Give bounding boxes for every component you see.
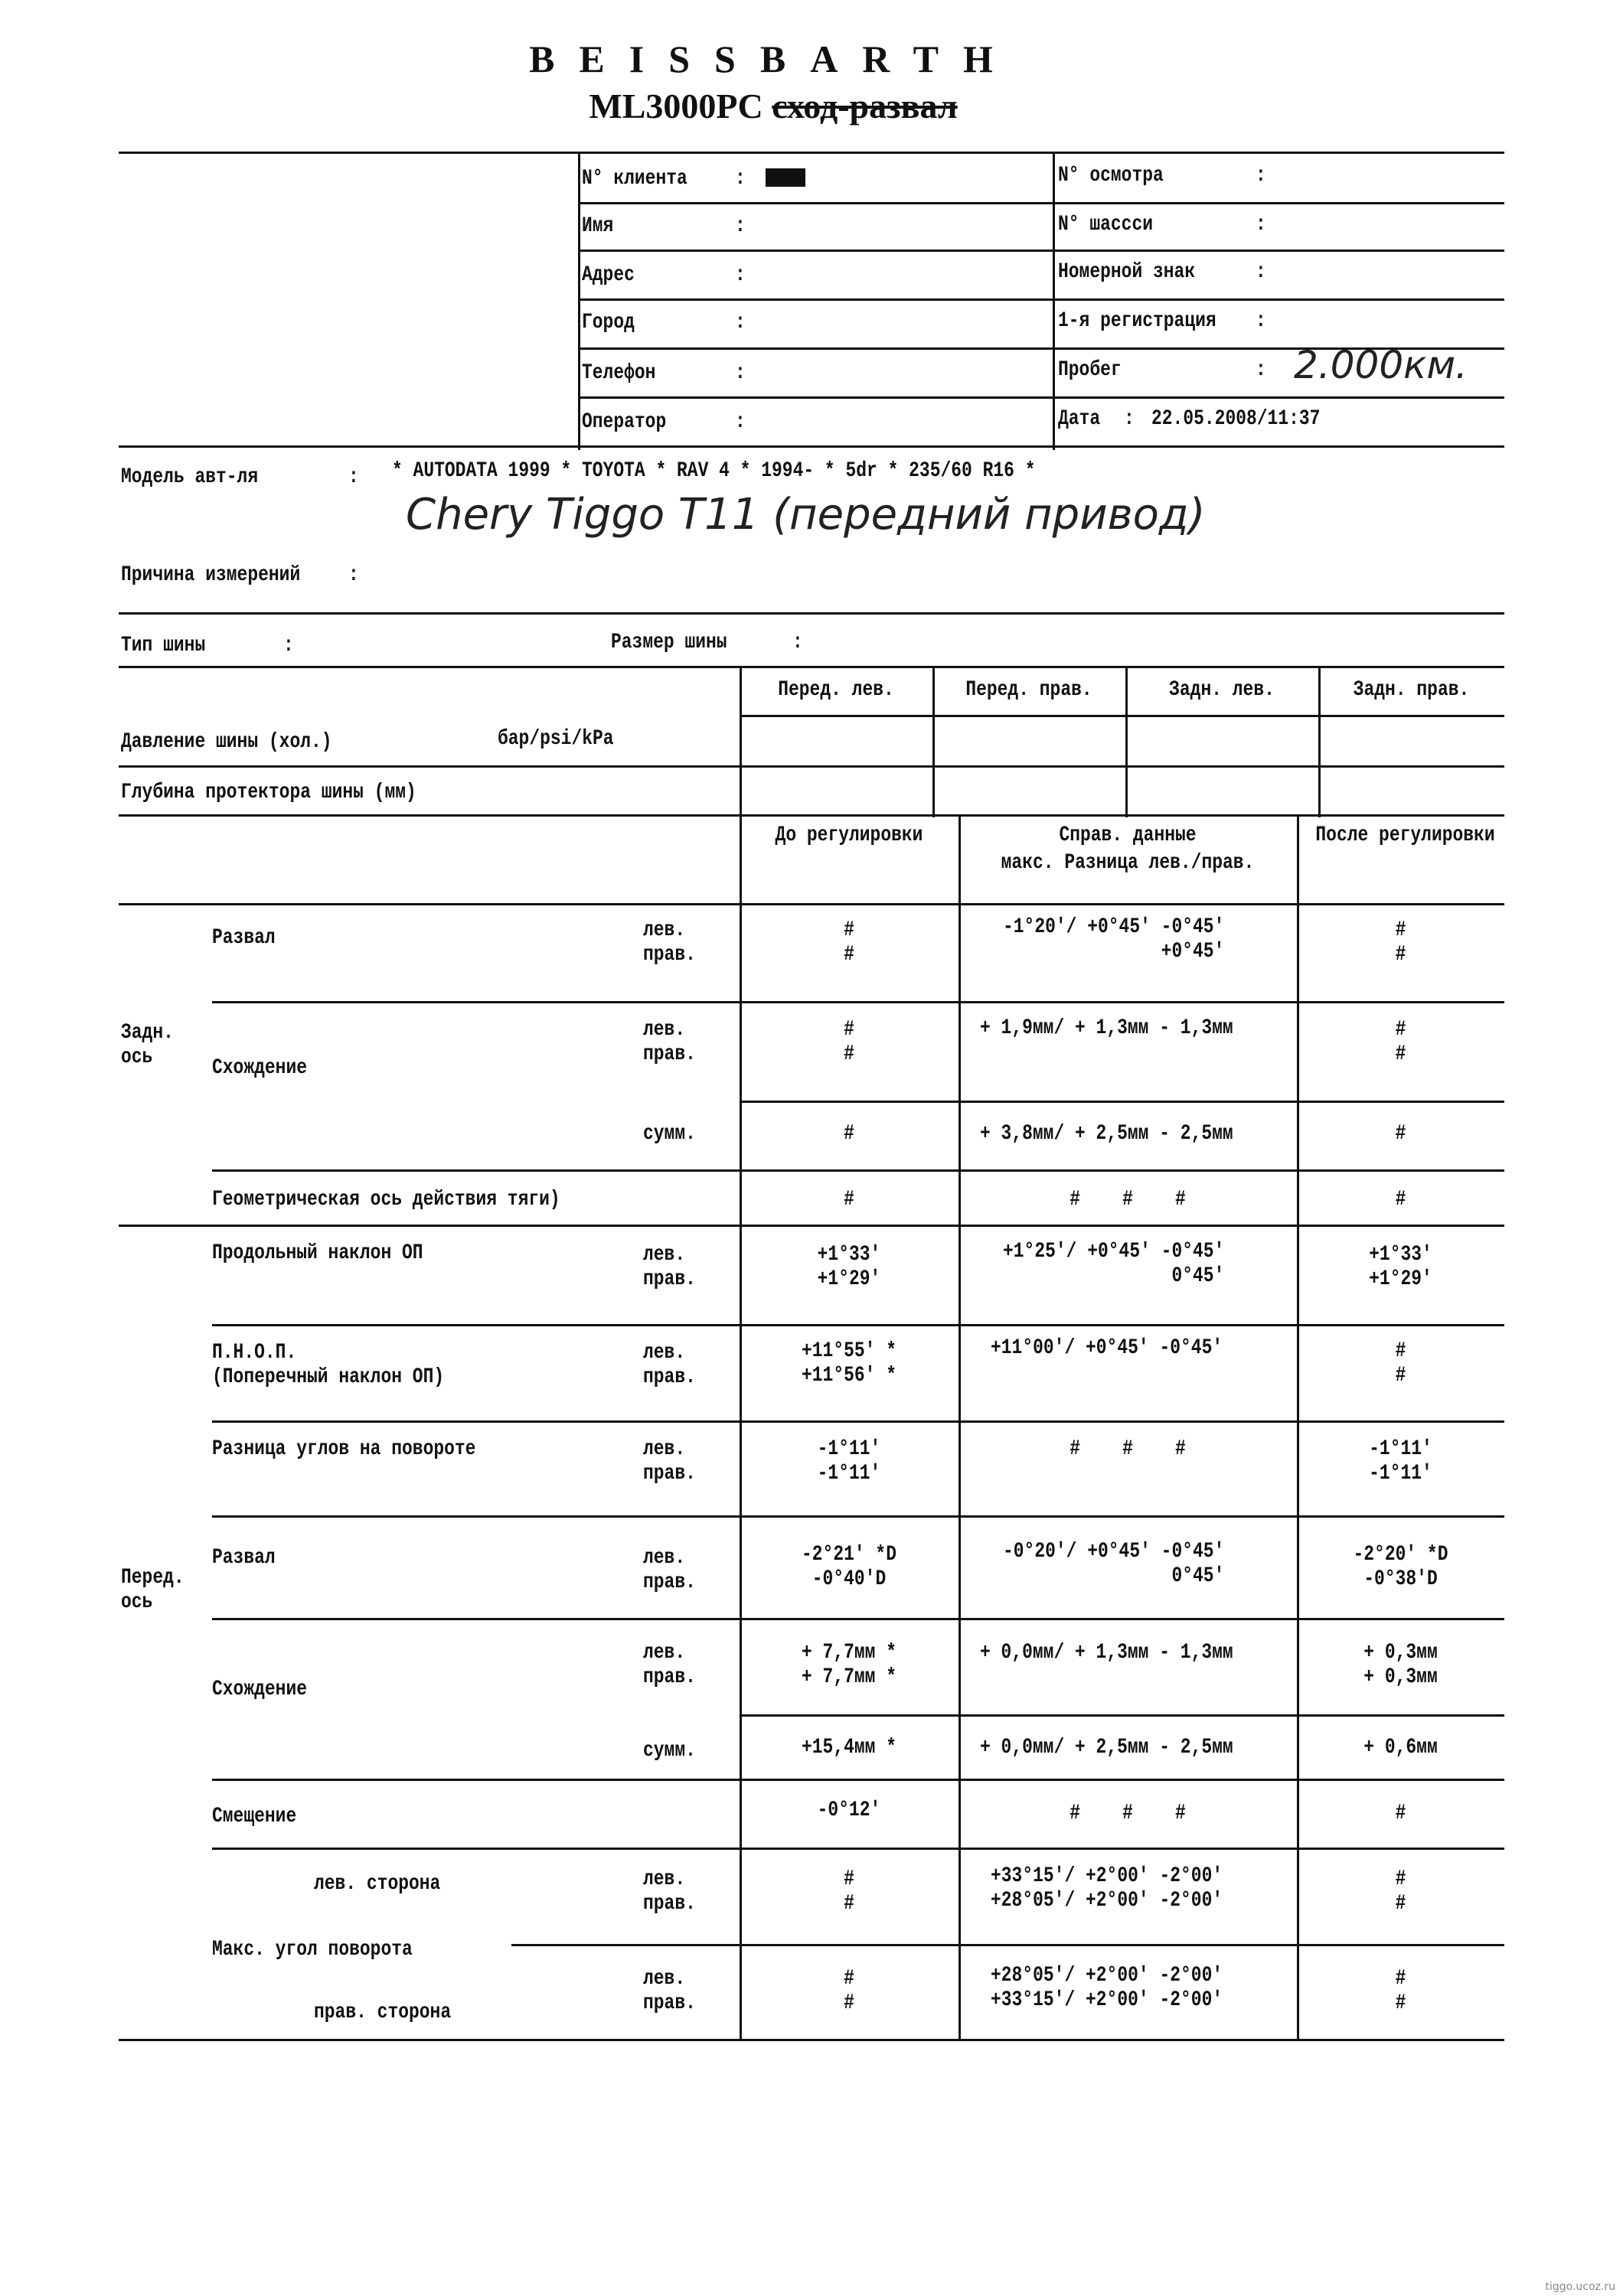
- row-before: +1°33' +1°29': [817, 1243, 881, 1291]
- table-col-line: [1297, 814, 1299, 2039]
- tire-pressure-units: бар/psi/kPa: [498, 727, 614, 751]
- colon: :: [735, 410, 746, 434]
- row-spec: + 3,8мм/ + 2,5мм - 2,5мм: [980, 1122, 1233, 1146]
- row-spec: # # #: [1069, 1802, 1186, 1825]
- row-kpi-name: П.Н.О.П. (Поперечный наклон ОП): [212, 1341, 445, 1389]
- redacted-client-number: [766, 168, 805, 187]
- row-line: [212, 1324, 1504, 1326]
- row-spec: +28°05'/ +2°00' -2°00' +33°15'/ +2°00' -2°00': [991, 1964, 1223, 2012]
- phone-label: Телефон: [582, 361, 656, 385]
- brand-title: BEISSBARTH: [529, 38, 1017, 80]
- top-rule: [119, 152, 1504, 154]
- row-line: [212, 1001, 1504, 1003]
- row-toe-out-on-turns-name: Разница углов на повороте: [212, 1437, 476, 1461]
- city-label: Город: [582, 311, 635, 334]
- row-before: # #: [844, 1018, 854, 1066]
- row-spec: +11°00'/ +0°45' -0°45': [991, 1336, 1223, 1360]
- vehicle-model-value: * AUTODATA 1999 * TOYOTA * RAV 4 * 1994- * 5dr * 235/60 R16 *: [392, 459, 1036, 483]
- row-spec: + 0,0мм/ + 2,5мм - 2,5мм: [980, 1736, 1233, 1760]
- client-row-line: [578, 202, 1504, 204]
- tire-grid-line: [1318, 666, 1321, 817]
- row-sides: лев. прав.: [643, 1867, 696, 1916]
- row-sides: лев. прав.: [643, 1018, 696, 1066]
- colon: :: [1256, 260, 1266, 284]
- inspection-number-label: N° осмотра: [1058, 164, 1164, 188]
- date-value: 22.05.2008/11:37: [1151, 407, 1321, 431]
- client-bottom-rule: [119, 445, 1504, 448]
- tire-grid-line: [740, 666, 742, 817]
- row-spec: +1°25'/ +0°45' -0°45' 0°45': [1003, 1240, 1225, 1288]
- row-after: # #: [1395, 1018, 1406, 1066]
- row-line: [212, 1169, 1504, 1172]
- vehicle-model-label: Модель авт-ля: [121, 465, 259, 489]
- row-after: +1°33' +1°29': [1369, 1243, 1432, 1291]
- client-left-border: [578, 152, 580, 450]
- colon: :: [792, 631, 803, 654]
- colon: :: [735, 167, 746, 191]
- model-title: сход-развал: [772, 86, 958, 126]
- row-line: [212, 1420, 1504, 1423]
- row-setback-name: Смещение: [212, 1805, 297, 1828]
- colon: :: [348, 465, 359, 489]
- client-row-line: [578, 298, 1504, 301]
- row-before: -1°11' -1°11': [817, 1437, 881, 1486]
- colon: :: [735, 214, 746, 238]
- row-after: -2°20' *D -0°38'D: [1353, 1543, 1448, 1591]
- row-sides: лев. прав.: [643, 1546, 696, 1594]
- table-bottom-rule: [119, 2039, 1504, 2041]
- row-before: -2°21' *D -0°40'D: [801, 1543, 896, 1591]
- client-number-label: N° клиента: [582, 167, 687, 191]
- row-line: [740, 1714, 1504, 1717]
- row-line: [212, 1515, 1504, 1518]
- row-front-camber-name: Развал: [212, 1546, 276, 1570]
- col-after-header: После регулировки: [1315, 823, 1495, 847]
- vehicle-handwritten-note: Chery Tiggo T11 (передний привод): [406, 490, 1206, 540]
- mileage-label: Пробег: [1058, 358, 1122, 382]
- row-front-toe-name: Схождение: [212, 1678, 308, 1701]
- row-before: +15,4мм *: [801, 1736, 896, 1760]
- row-after: # #: [1395, 918, 1406, 967]
- table-col-line: [958, 814, 961, 2039]
- row-after: + 0,3мм + 0,3мм: [1363, 1641, 1438, 1689]
- watermark: tiggo.ucoz.ru: [1545, 2281, 1615, 2293]
- row-left-side-name: лев. сторона: [314, 1872, 441, 1896]
- row-sides: сумм.: [643, 1739, 696, 1763]
- row-before: #: [844, 1122, 854, 1146]
- plate-label: Номерной знак: [1058, 260, 1196, 284]
- client-row-line: [578, 396, 1504, 399]
- row-sides: лев. прав.: [643, 1967, 696, 2015]
- reason-rule: [119, 612, 1504, 615]
- tire-col-front-right: Перед. прав.: [965, 678, 1092, 702]
- tire-grid-line: [740, 715, 1504, 717]
- row-rear-camber-name: Развал: [212, 926, 276, 950]
- colon: :: [1124, 407, 1135, 431]
- row-before: # #: [844, 1967, 854, 2015]
- colon: :: [1256, 164, 1266, 188]
- tire-grid-line: [1125, 666, 1128, 817]
- tire-rule: [119, 666, 1504, 668]
- date-label: Дата: [1058, 407, 1101, 431]
- row-sides: лев. прав.: [643, 1437, 696, 1486]
- table-col-line: [740, 814, 742, 2039]
- tire-col-rear-right: Задн. прав.: [1353, 678, 1470, 702]
- registration-label: 1-я регистрация: [1058, 309, 1216, 333]
- row-sides: лев. прав.: [643, 1341, 696, 1389]
- row-line: [740, 1101, 1504, 1103]
- tire-size-label: Размер шины: [611, 631, 727, 654]
- colon: :: [735, 263, 746, 287]
- colon: :: [283, 634, 294, 657]
- row-sides: лев. прав.: [643, 918, 696, 967]
- row-before: # #: [844, 1867, 854, 1916]
- tire-grid-line: [119, 765, 1504, 768]
- row-spec: # # #: [1069, 1437, 1186, 1461]
- row-after: # #: [1395, 1339, 1406, 1388]
- row-spec: + 1,9мм/ + 1,3мм - 1,3мм: [980, 1016, 1233, 1040]
- mileage-value: 2.000км.: [1294, 343, 1468, 387]
- col-spec-header-2: макс. Разница лев./прав.: [1001, 851, 1255, 875]
- address-label: Адрес: [582, 263, 635, 287]
- row-line: [212, 1779, 1504, 1781]
- colon: :: [1256, 358, 1266, 382]
- row-before: + 7,7мм * + 7,7мм *: [801, 1641, 896, 1689]
- row-before: # #: [844, 918, 854, 967]
- row-spec: + 0,0мм/ + 1,3мм - 1,3мм: [980, 1641, 1233, 1665]
- col-before-header: До регулировки: [775, 823, 923, 847]
- report-title: [398, 86, 1148, 126]
- model-prefix: ML3000PC: [589, 86, 772, 126]
- axle-separator: [119, 1225, 1504, 1227]
- colon: :: [1256, 213, 1266, 236]
- row-after: -1°11' -1°11': [1369, 1437, 1432, 1486]
- client-row-line: [578, 249, 1504, 252]
- row-line: [212, 1848, 1504, 1850]
- col-spec-header-1: Справ. данные: [1059, 823, 1197, 847]
- colon: :: [348, 563, 359, 587]
- colon: :: [735, 311, 746, 334]
- row-after: # #: [1395, 1867, 1406, 1916]
- row-caster-name: Продольный наклон ОП: [212, 1241, 423, 1265]
- row-before: +11°55' * +11°56' *: [801, 1339, 896, 1388]
- table-header-rule: [119, 903, 1504, 905]
- reason-label: Причина измерений: [121, 563, 301, 587]
- tread-depth-label: Глубина протектора шины (мм): [121, 781, 416, 804]
- row-thrust-axis-name: Геометрическая ось действия тяги): [212, 1188, 560, 1212]
- row-sides: лев. прав.: [643, 1641, 696, 1689]
- client-mid-border: [1053, 152, 1055, 450]
- row-sides: сумм.: [643, 1122, 696, 1146]
- row-spec: -1°20'/ +0°45' -0°45' +0°45': [1003, 915, 1225, 964]
- row-right-side-name: прав. сторона: [314, 2001, 452, 2024]
- row-spec: +33°15'/ +2°00' -2°00' +28°05'/ +2°00' -2°00': [991, 1864, 1223, 1913]
- row-line: [212, 1618, 1504, 1620]
- row-rear-toe-name: Схождение: [212, 1056, 308, 1080]
- row-spec: # # #: [1069, 1188, 1186, 1212]
- rear-axle-label: Задн. ось: [121, 1021, 174, 1069]
- row-line: [511, 1944, 1504, 1946]
- tire-col-front-left: Перед. лев.: [778, 678, 894, 702]
- tire-pressure-label: Давление шины (хол.): [121, 730, 332, 754]
- row-after: #: [1395, 1122, 1406, 1146]
- max-turn-angle-label: Макс. угол поворота: [212, 1938, 413, 1962]
- colon: :: [735, 361, 746, 385]
- operator-label: Оператор: [582, 410, 667, 434]
- tire-type-label: Тип шины: [121, 634, 206, 657]
- name-label: Имя: [582, 214, 614, 238]
- chassis-number-label: N° шассси: [1058, 213, 1154, 236]
- row-after: #: [1395, 1188, 1406, 1212]
- row-after: #: [1395, 1802, 1406, 1825]
- front-axle-label: Перед. ось: [121, 1566, 185, 1614]
- colon: :: [1256, 309, 1266, 333]
- row-after: + 0,6мм: [1363, 1736, 1438, 1760]
- row-before: -0°12': [817, 1799, 881, 1822]
- tire-grid-line: [932, 666, 935, 817]
- tire-col-rear-left: Задн. лев.: [1169, 678, 1275, 702]
- row-spec: -0°20'/ +0°45' -0°45' 0°45': [1003, 1540, 1225, 1588]
- row-after: # #: [1395, 1967, 1406, 2015]
- row-sides: лев. прав.: [643, 1243, 696, 1291]
- row-before: #: [844, 1188, 854, 1212]
